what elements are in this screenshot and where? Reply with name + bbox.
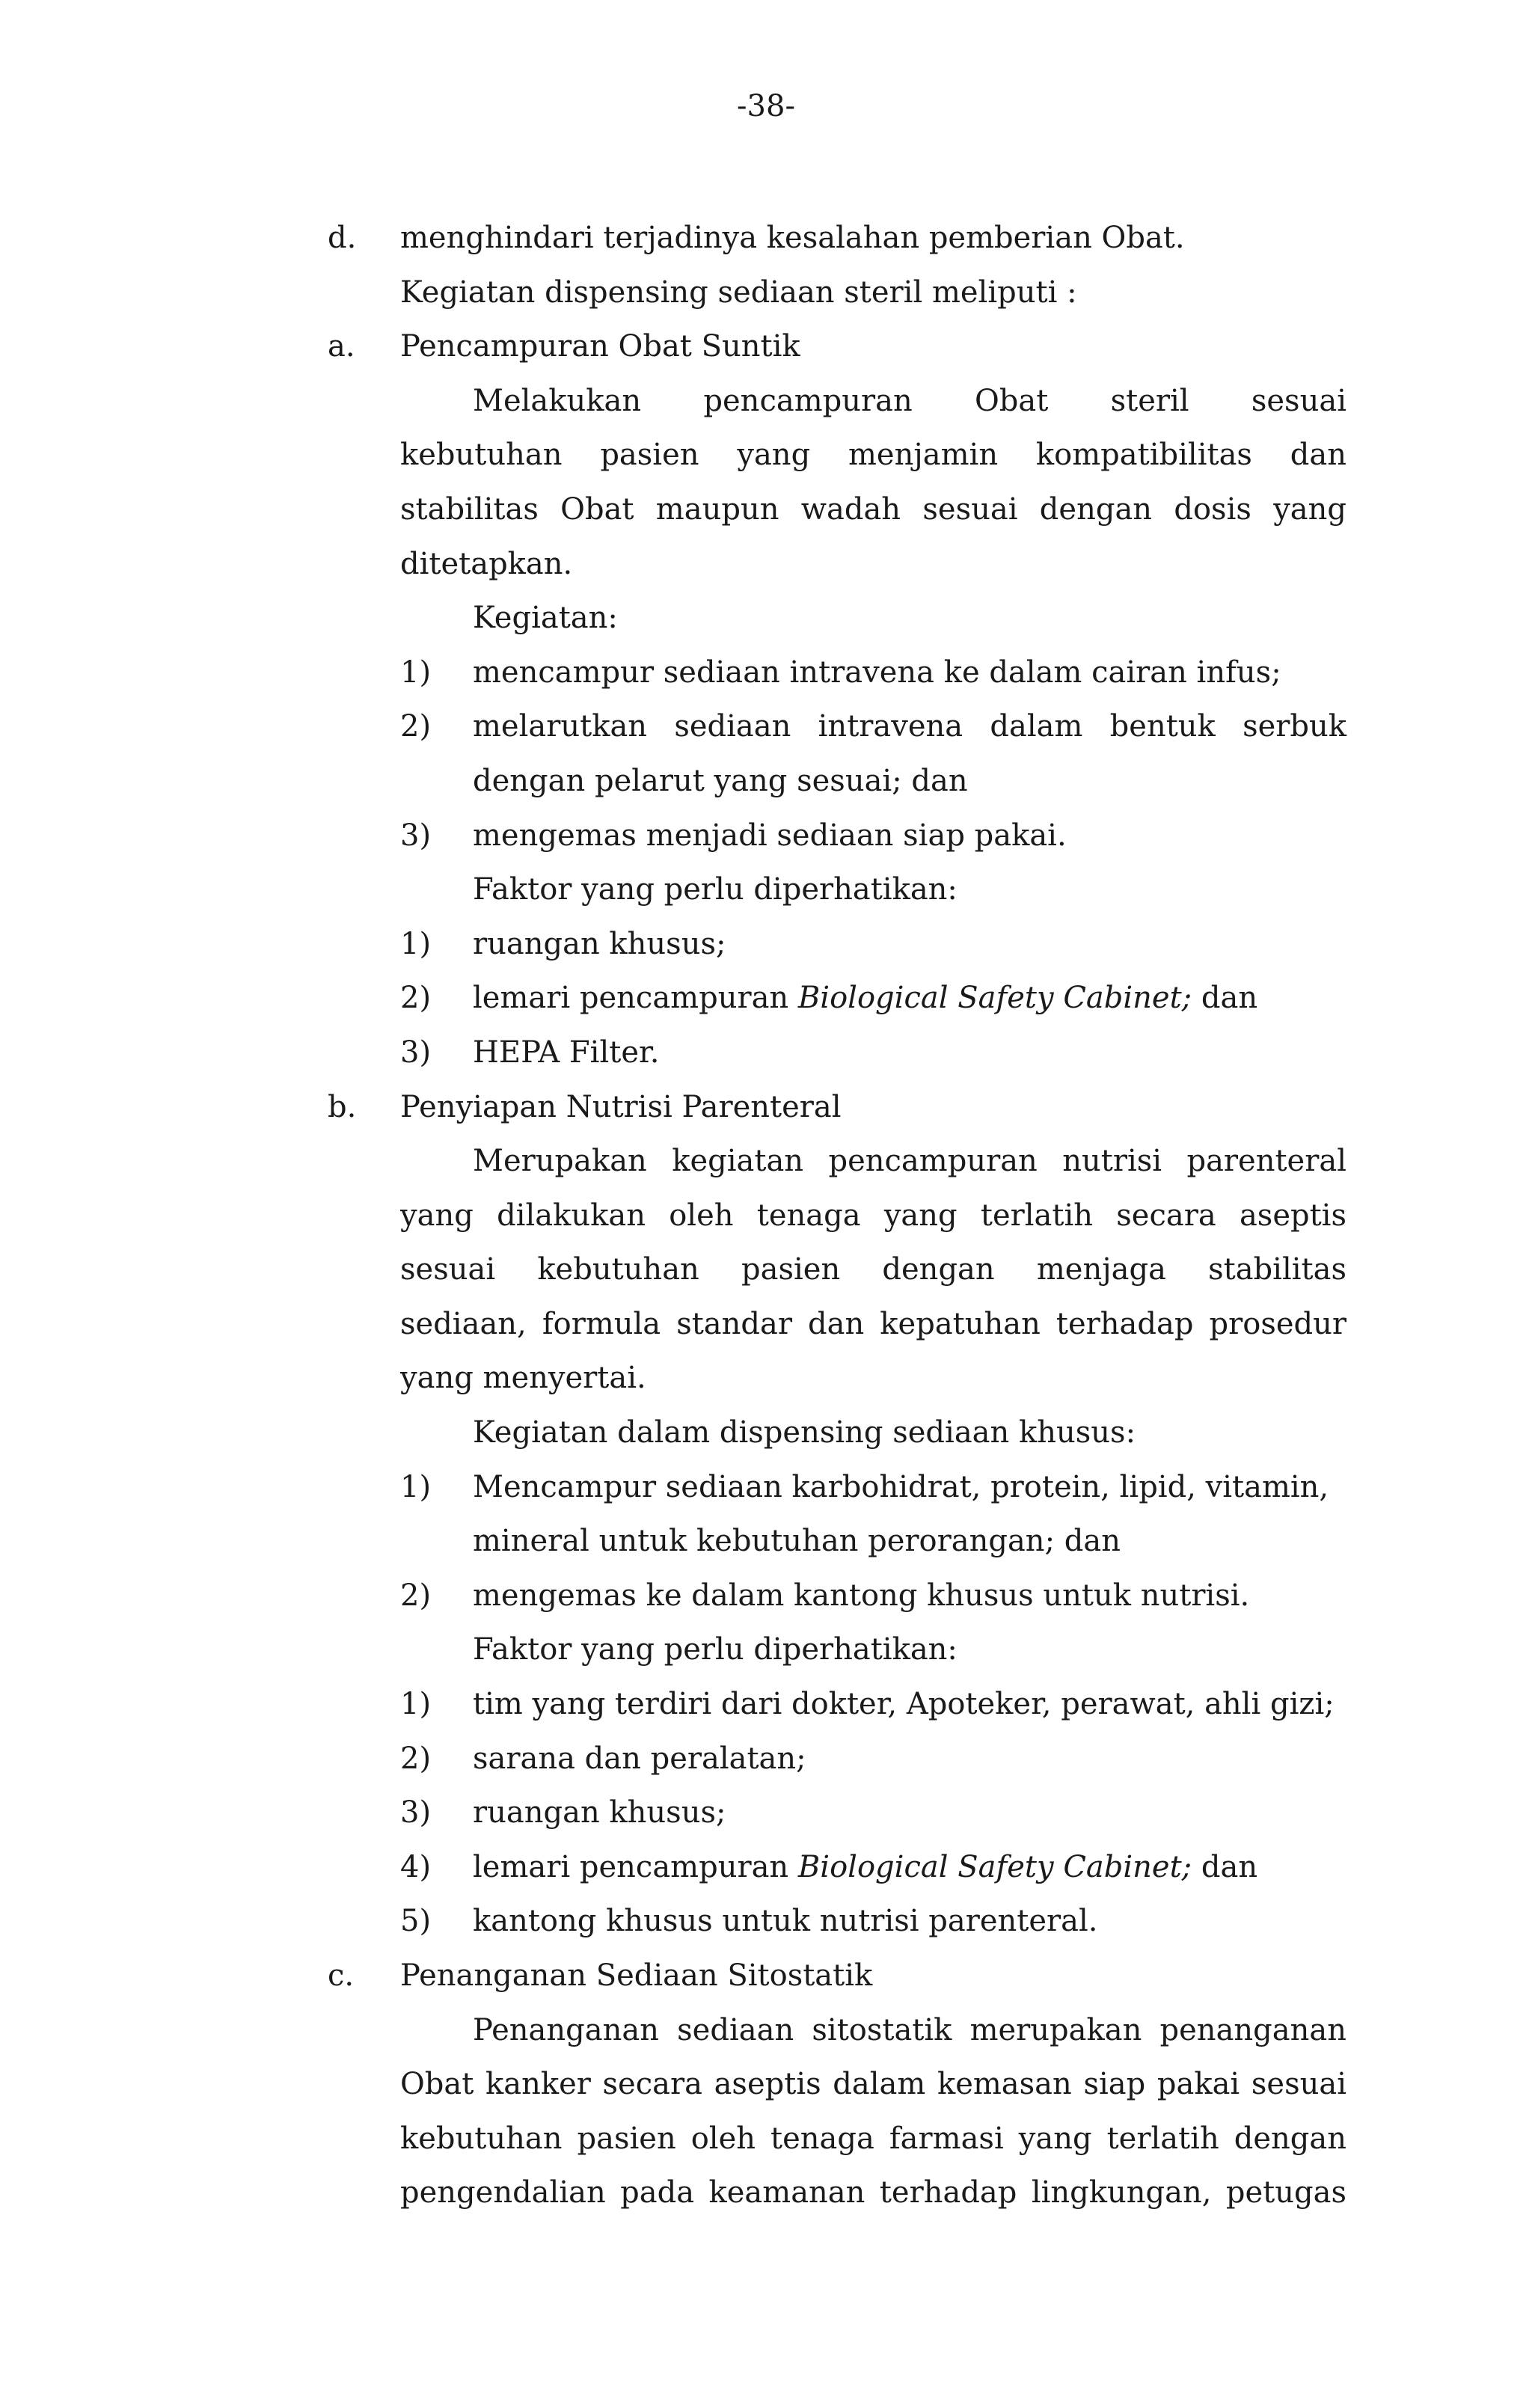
paragraph-text: pengendalian pada keamanan terhadap lingkungan, petugas: [400, 2175, 1346, 2211]
item-text: Mencampur sediaan karbohidrat, protein, lipid, vitamin,: [473, 1469, 1329, 1504]
label-text: Kegiatan dalam dispensing sediaan khusus:: [473, 1415, 1136, 1450]
item-number: 2): [400, 1741, 432, 1776]
numbered-item: [0, 646, 1532, 700]
paragraph-line: [0, 2057, 1532, 2112]
item-number: 1): [400, 926, 432, 961]
italic-term: Biological Safety Cabinet;: [797, 1849, 1192, 1884]
item-text: [473, 971, 1257, 1026]
numbered-item-continuation: [0, 754, 1532, 809]
paragraph-line: [0, 537, 1532, 592]
numbered-item: [0, 1569, 1532, 1623]
numbered-item: [0, 1732, 1532, 1786]
numbered-item: [0, 1894, 1532, 1949]
paragraph-text: sesuai kebutuhan pasien dengan menjaga stabilitas: [400, 1252, 1346, 1287]
paragraph-text: ditetapkan.: [400, 546, 573, 581]
activities-label: [0, 591, 1532, 646]
section-title: Pencampuran Obat Suntik: [400, 329, 800, 364]
item-text: HEPA Filter.: [473, 1035, 660, 1070]
italic-term: Biological Safety Cabinet;: [797, 981, 1192, 1016]
text-run: dan: [1192, 981, 1258, 1016]
numbered-item: [0, 699, 1532, 754]
paragraph-line: [0, 428, 1532, 482]
factors-label: [0, 863, 1532, 917]
section-marker: c.: [328, 1958, 355, 1993]
item-text: menghindari terjadinya kesalahan pemberian Obat.: [400, 221, 1185, 255]
numbered-item: [0, 1840, 1532, 1895]
paragraph-text: sediaan, formula standar dan kepatuhan terhadap prosedur: [400, 1306, 1346, 1341]
item-text: mencampur sediaan intravena ke dalam cairan infus;: [473, 655, 1281, 690]
paragraph-line: [0, 1351, 1532, 1406]
label-text: Faktor yang perlu diperhatikan:: [473, 1632, 958, 1667]
item-number: 1): [400, 1469, 432, 1504]
section-b-heading: [0, 1080, 1532, 1135]
numbered-item: [0, 971, 1532, 1026]
label-text: Kegiatan:: [473, 601, 618, 636]
paragraph-text: kebutuhan pasien oleh tenaga farmasi yang terlatih dengan: [400, 2121, 1346, 2156]
item-text: mineral untuk kebutuhan perorangan; dan: [473, 1524, 1121, 1559]
text-run: lemari pencampuran: [473, 981, 798, 1016]
paragraph-line: [0, 374, 1532, 429]
item-marker: d.: [328, 221, 357, 255]
numbered-item: [0, 1677, 1532, 1732]
paragraph-text: Melakukan pencampuran Obat steril sesuai: [473, 383, 1346, 418]
paragraph-line: [0, 482, 1532, 537]
item-text: ruangan khusus;: [473, 926, 726, 961]
section-title: Penyiapan Nutrisi Parenteral: [400, 1089, 842, 1124]
section-marker: a.: [328, 329, 355, 364]
item-text: ruangan khusus;: [473, 1795, 726, 1830]
paragraph-line: [0, 2112, 1532, 2166]
list-item-d: [0, 211, 1532, 266]
item-number: 1): [400, 655, 432, 690]
paragraph-text: Penanganan sediaan sitostatik merupakan penanganan: [473, 2012, 1346, 2047]
activities-label: [0, 1406, 1532, 1460]
numbered-item: [0, 809, 1532, 863]
item-text: dengan pelarut yang sesuai; dan: [473, 763, 968, 798]
item-number: 2): [400, 981, 432, 1016]
section-title: Penanganan Sediaan Sitostatik: [400, 1958, 873, 1993]
paragraph-text: Merupakan kegiatan pencampuran nutrisi parenteral: [473, 1144, 1346, 1179]
paragraph-text: stabilitas Obat maupun wadah sesuai dengan dosis yang: [400, 491, 1346, 527]
item-text: melarutkan sediaan intravena dalam bentuk serbuk: [473, 709, 1346, 744]
section-marker: b.: [328, 1089, 357, 1124]
item-text: mengemas menjadi sediaan siap pakai.: [473, 818, 1067, 853]
item-text: [473, 1840, 1257, 1895]
paragraph-line: [0, 2003, 1532, 2058]
text-run: dan: [1192, 1849, 1258, 1884]
item-number: 3): [400, 1035, 432, 1070]
page-body: [0, 211, 1532, 2220]
item-number: 1): [400, 1687, 432, 1722]
item-number: 3): [400, 1795, 432, 1830]
item-text: mengemas ke dalam kantong khusus untuk nutrisi.: [473, 1578, 1250, 1613]
item-text: sarana dan peralatan;: [473, 1741, 806, 1776]
paragraph-text: kebutuhan pasien yang menjamin kompatibilitas dan: [400, 438, 1346, 473]
text-run: lemari pencampuran: [473, 1849, 798, 1884]
item-number: 4): [400, 1849, 432, 1884]
section-a-heading: [0, 319, 1532, 374]
paragraph-text: Obat kanker secara aseptis dalam kemasan siap pakai sesuai: [400, 2067, 1346, 2102]
item-number: 3): [400, 818, 432, 853]
paragraph-line: [0, 2166, 1532, 2220]
numbered-item: [0, 1026, 1532, 1080]
label-text: Faktor yang perlu diperhatikan:: [473, 872, 958, 907]
intro-line: [0, 266, 1532, 320]
page-number: -38-: [737, 89, 795, 123]
item-number: 5): [400, 1904, 432, 1939]
paragraph-text: yang menyertai.: [400, 1361, 646, 1396]
factors-label: [0, 1623, 1532, 1677]
item-number: 2): [400, 1578, 432, 1613]
numbered-item: [0, 1460, 1532, 1515]
numbered-item: [0, 1786, 1532, 1840]
paragraph-line: [0, 1189, 1532, 1243]
paragraph-text: yang dilakukan oleh tenaga yang terlatih secara aseptis: [400, 1198, 1346, 1233]
paragraph-line: [0, 1134, 1532, 1189]
numbered-item: [0, 917, 1532, 972]
paragraph-line: [0, 1297, 1532, 1352]
item-number: 2): [400, 709, 432, 744]
numbered-item-continuation: [0, 1514, 1532, 1569]
paragraph-line: [0, 1243, 1532, 1297]
item-text: tim yang terdiri dari dokter, Apoteker, perawat, ahli gizi;: [473, 1687, 1335, 1722]
section-c-heading: [0, 1949, 1532, 2003]
intro-text: Kegiatan dispensing sediaan steril meliputi :: [400, 275, 1077, 310]
item-text: kantong khusus untuk nutrisi parenteral.: [473, 1904, 1098, 1939]
